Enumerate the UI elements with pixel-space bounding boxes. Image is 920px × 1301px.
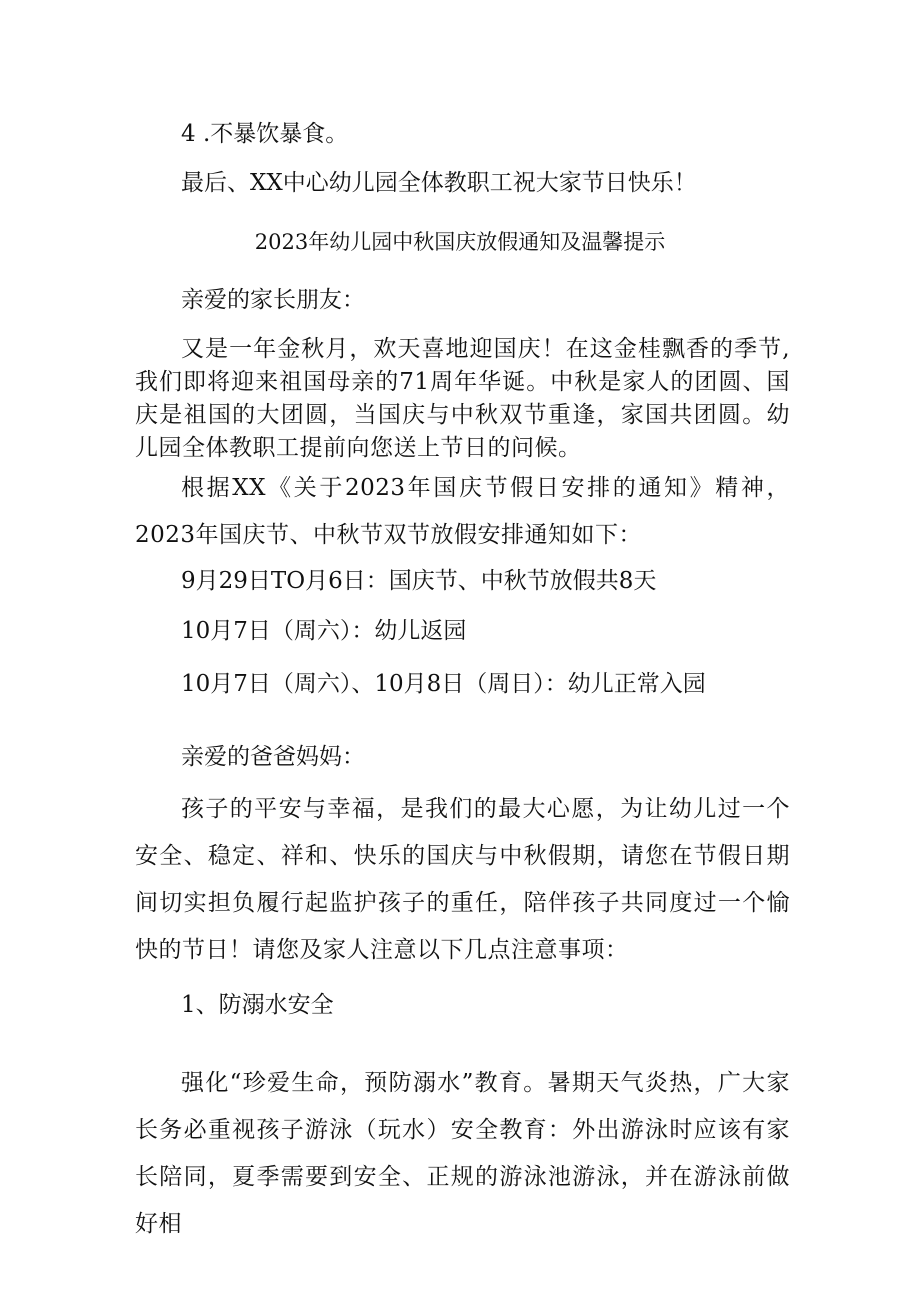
intro-paragraph: 又是一年金秋月，欢天喜地迎国庆！在这金桂飘香的季节,我们即将迎来祖国母亲的71周年华诞。中秋是家人的团圆、国庆是祖国的大团圆，当国庆与中秋双节重逢，家国共团圆。幼儿园全体教职工提前向您送上节日的问候。: [135, 336, 790, 461]
document-title: 2023年幼儿园中秋国庆放假通知及温馨提示: [254, 230, 666, 254]
schedule-item: 10月7日（周六）、10月8日（周日）：幼儿正常入园: [181, 671, 706, 697]
list-item-4: 4 .不暴饮暴食。: [181, 121, 349, 147]
notice-paragraph: 根据XX《关于2023年国庆节假日安排的通知》精神，2023年国庆节、中秋节双节放假安排通知如下：: [135, 475, 790, 548]
closing-line: 最后、XX中心幼儿园全体教职工祝大家节日快乐！: [181, 170, 697, 196]
greeting-moms-dads: 亲爱的爸爸妈妈：: [181, 744, 365, 770]
greeting-parents: 亲爱的家长朋友：: [181, 287, 365, 313]
item-1-heading: 1、防溺水安全: [181, 992, 334, 1018]
safety-paragraph: 孩子的平安与幸福，是我们的最大心愿，为让幼儿过一个安全、稳定、祥和、快乐的国庆与中秋假期，请您在节假日期间切实担负履行起监护孩子的重任，陪伴孩子共同度过一个愉快的节日！请您及家人注意以下几点注意事项：: [135, 796, 790, 963]
drowning-paragraph: 强化“珍爱生命，预防溺水”教育。暑期天气炎热，广大家长务必重视孩子游泳（玩水）安全教育：外出游泳时应该有家长陪同，夏季需要到安全、正规的游泳池游泳，并在游泳前做好相: [135, 1070, 790, 1237]
schedule-item: 10月7日（周六）：幼儿返园: [181, 618, 467, 644]
schedule-item: 9月29日TO月6日：国庆节、中秋节放假共8天: [181, 568, 657, 594]
